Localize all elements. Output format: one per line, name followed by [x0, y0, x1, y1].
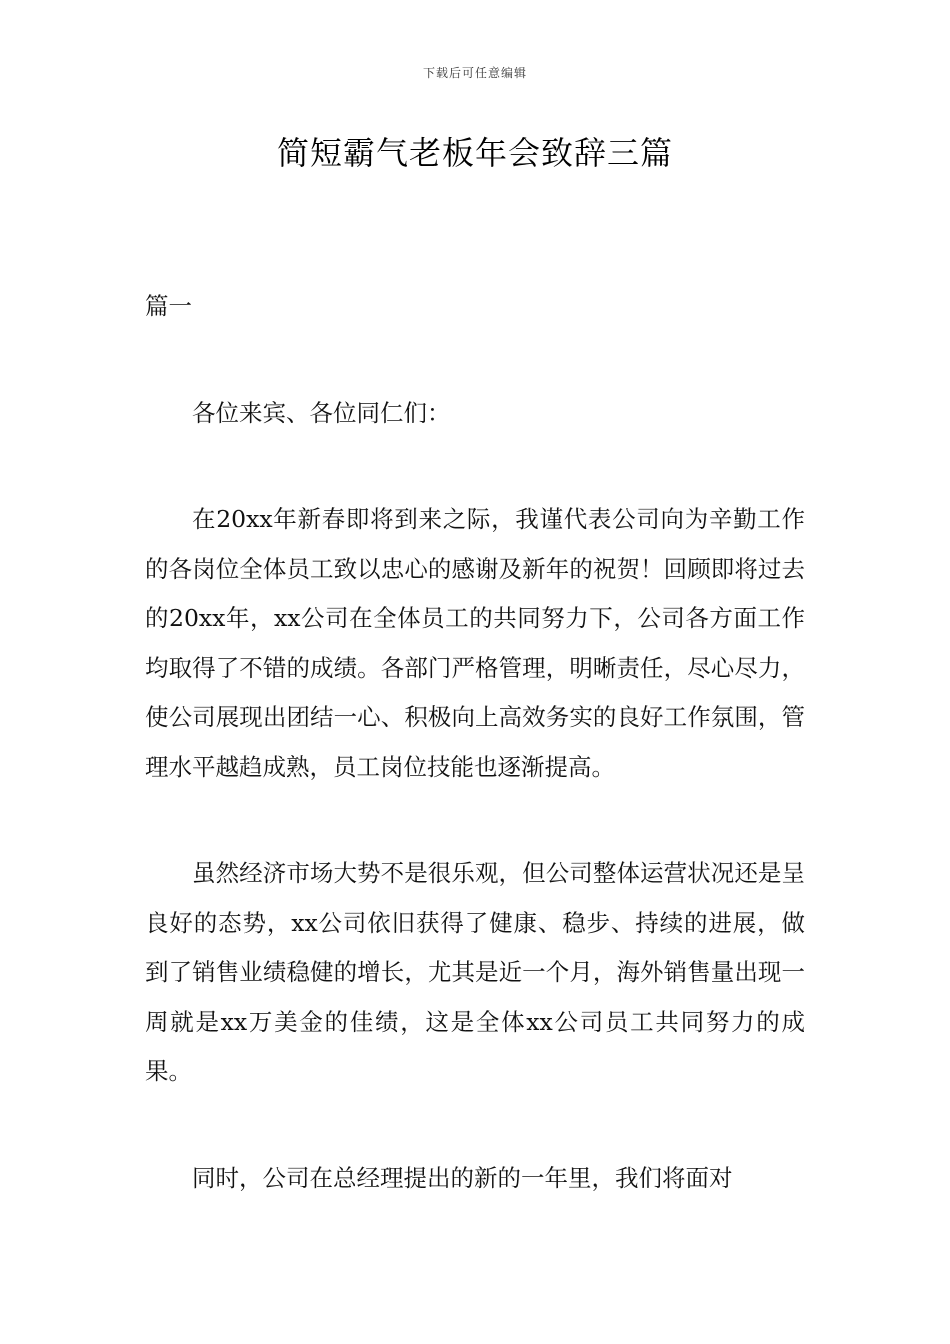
header-note: 下载后可任意编辑 [422, 66, 527, 80]
section-label: 篇一 [145, 292, 192, 320]
document-title: 简短霸气老板年会致辞三篇 [276, 134, 673, 172]
paragraph-review: 在20xx年新春即将到来之际，我谨代表公司向为辛勤工作的各岗位全体员工致以忠心的感谢及新年的祝贺！回顾即将过去的20xx年，xx公司在全体员工的共同努力下，公司各方面工作均取得了不错的成绩。各部门严格管理，明晰责任，尽心尽力，使公司展现出团结一心、积极向上高效务实的良好工作氛围，管理水平越趋成熟，员工岗位技能也逐渐提高。 [145, 505, 805, 781]
paragraph-greeting: 各位来宾、各位同仁们： [192, 398, 451, 427]
document-body [145, 282, 805, 1260]
paragraph-outlook: 同时，公司在总经理提出的新的一年里，我们将面对 [192, 1163, 733, 1192]
paragraph-market: 虽然经济市场大势不是很乐观，但公司整体运营状况还是呈良好的态势，xx公司依旧获得了健康、稳步、持续的进展，做到了销售业绩稳健的增长，尤其是近一个月，海外销售量出现一周就是xx万美金的佳绩，这是全体xx公司员工共同努力的成果。 [145, 859, 805, 1085]
